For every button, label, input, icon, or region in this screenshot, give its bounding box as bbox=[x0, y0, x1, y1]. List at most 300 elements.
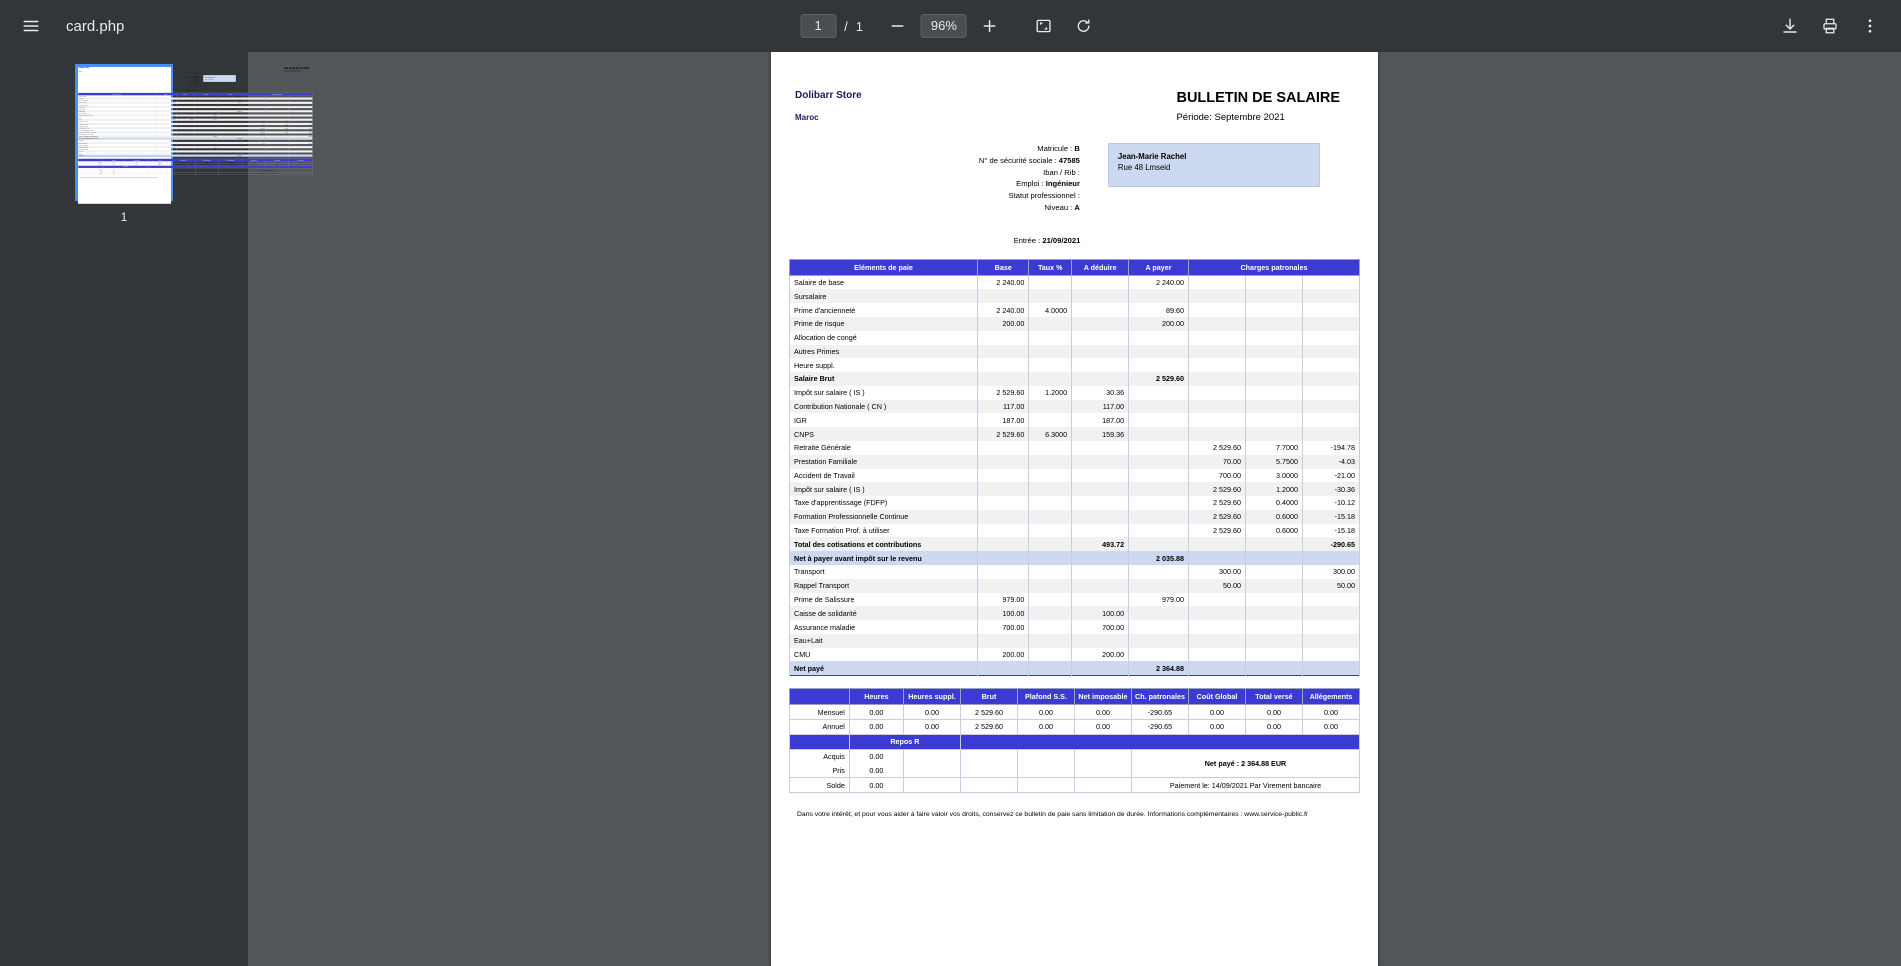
entry-label: Entrée : bbox=[1013, 235, 1041, 245]
identity-label: Statut professionnel : bbox=[188, 82, 199, 84]
summary-cell: 0.00 bbox=[195, 163, 218, 165]
summary-cell: 2 529.60 bbox=[960, 705, 1017, 720]
identity-line bbox=[789, 167, 1080, 179]
summary-row-label: Mensuel bbox=[790, 705, 850, 720]
payroll-cell-p-val: -4.03 bbox=[1302, 455, 1359, 469]
summary-cell: 0.00 bbox=[1302, 720, 1359, 735]
payroll-cell-deduire: 159.36 bbox=[1072, 427, 1129, 441]
payroll-cell-p-base bbox=[1188, 400, 1245, 414]
payroll-cell-deduire bbox=[1072, 303, 1129, 317]
summary-cell: 0.00 bbox=[265, 163, 288, 165]
payroll-cell-taux bbox=[1029, 331, 1072, 345]
employee-address-box bbox=[203, 75, 235, 82]
payroll-cell-label: Taxe d'apprentissage (FDFP) bbox=[790, 496, 978, 510]
zoom-in-icon[interactable] bbox=[973, 9, 1007, 43]
payroll-cell-base: 117.00 bbox=[978, 400, 1029, 414]
payroll-cell-label: Salaire de base bbox=[790, 275, 978, 289]
summary-table-header bbox=[790, 689, 1360, 705]
payroll-cell-taux bbox=[1029, 413, 1072, 427]
payroll-cell-p-base: 2 529.60 bbox=[1188, 441, 1245, 455]
payroll-cell-payer: 979.00 bbox=[1129, 593, 1189, 607]
payroll-cell-label: Caisse de solidarité bbox=[78, 146, 155, 148]
payroll-col-header: A payer bbox=[217, 93, 242, 95]
payroll-cell-p-base: 300.00 bbox=[1188, 565, 1245, 579]
payroll-cell-base bbox=[978, 441, 1029, 455]
payroll-cell-p-base bbox=[1188, 648, 1245, 662]
payroll-cell-label: Transport bbox=[78, 140, 155, 142]
payroll-cell-p-taux: 7.7000 bbox=[1245, 441, 1302, 455]
payroll-cell-p-base bbox=[1188, 551, 1245, 565]
payroll-cell-taux: 4.0000 bbox=[1029, 303, 1072, 317]
payroll-table bbox=[78, 93, 312, 157]
payroll-row bbox=[790, 372, 1360, 386]
more-vertical-icon[interactable] bbox=[1853, 9, 1887, 43]
payroll-col-header: Taux % bbox=[176, 93, 194, 95]
identity-line bbox=[789, 143, 1080, 155]
payroll-cell-label: Retraite Générale bbox=[78, 121, 155, 123]
payroll-cell-label: Prestation Familiale bbox=[78, 123, 155, 125]
payroll-cell-base bbox=[978, 537, 1029, 551]
page-number-input[interactable]: 1 bbox=[800, 14, 836, 38]
summary-table-body bbox=[790, 705, 1360, 793]
payroll-row bbox=[790, 386, 1360, 400]
identity-label: Matricule : bbox=[1037, 144, 1073, 153]
payroll-cell-payer: 2 529.60 bbox=[217, 110, 242, 112]
payroll-cell-p-base: 700.00 bbox=[1188, 469, 1245, 483]
payroll-row bbox=[790, 427, 1360, 441]
payroll-cell-deduire bbox=[1072, 372, 1129, 386]
payroll-cell-payer: 2 035.88 bbox=[1129, 551, 1189, 565]
payroll-cell-payer bbox=[1129, 482, 1189, 496]
payroll-cell-label: Rappel Transport bbox=[790, 579, 978, 593]
payroll-cell-label: Autres Primes bbox=[790, 345, 978, 359]
payroll-cell-label: Allocation de congé bbox=[78, 104, 155, 106]
payroll-cell-base: 2 240.00 bbox=[155, 95, 176, 97]
payroll-cell-p-val bbox=[289, 155, 312, 157]
payroll-cell-p-taux bbox=[1245, 413, 1302, 427]
payroll-cell-p-taux bbox=[1245, 275, 1302, 289]
company-name: Dolibarr Store bbox=[795, 90, 862, 101]
payroll-cell-p-val bbox=[1302, 413, 1359, 427]
payroll-cell-label: Autres Primes bbox=[78, 106, 155, 108]
payroll-cell-base bbox=[978, 331, 1029, 345]
identity-value: 47585 bbox=[195, 77, 199, 79]
summary-cell: 0.00 bbox=[1074, 720, 1131, 735]
payroll-cell-label: Impôt sur salaire ( IS ) bbox=[790, 482, 978, 496]
thumbnail-preview bbox=[78, 67, 312, 204]
payroll-cell-taux bbox=[1029, 469, 1072, 483]
repos-bar bbox=[790, 734, 1360, 749]
payroll-cell-p-val: -21.00 bbox=[1302, 469, 1359, 483]
payroll-cell-taux bbox=[1029, 661, 1072, 675]
identity-value: A bbox=[1074, 202, 1080, 212]
fit-to-page-icon[interactable] bbox=[1027, 9, 1061, 43]
pdf-viewer[interactable] bbox=[248, 52, 1901, 966]
payroll-cell-label: Impôt sur salaire ( IS ) bbox=[78, 127, 155, 129]
payroll-cell-label: Net payé bbox=[790, 661, 978, 675]
leave-blank bbox=[125, 172, 148, 174]
payroll-cell-p-base bbox=[1188, 661, 1245, 675]
payroll-cell-p-val bbox=[1302, 345, 1359, 359]
payroll-cell-label: Prime de Salissure bbox=[790, 593, 978, 607]
payroll-cell-payer: 89.60 bbox=[217, 100, 242, 102]
payroll-cell-payer bbox=[1129, 634, 1189, 648]
payroll-cell-payer bbox=[1129, 469, 1189, 483]
payroll-cell-label: Assurance maladie bbox=[78, 148, 155, 150]
employee-name: Jean-Marie Rachel bbox=[204, 76, 216, 78]
payroll-cell-deduire: 117.00 bbox=[1072, 400, 1129, 414]
payroll-cell-taux bbox=[1029, 524, 1072, 538]
summary-table bbox=[78, 159, 312, 175]
payroll-cell-label: Eau+Lait bbox=[790, 634, 978, 648]
payroll-cell-p-taux: 0.4000 bbox=[1245, 496, 1302, 510]
payroll-cell-p-taux bbox=[1245, 579, 1302, 593]
download-icon[interactable] bbox=[1773, 9, 1807, 43]
payroll-cell-payer bbox=[1129, 524, 1189, 538]
summary-cell: 0.00 bbox=[103, 163, 125, 165]
payroll-cell-p-base bbox=[1188, 275, 1245, 289]
payroll-cell-base bbox=[978, 634, 1029, 648]
leave-row bbox=[790, 749, 1360, 763]
summary-row-label: Annuel bbox=[790, 720, 850, 735]
summary-cell: 2 529.60 bbox=[960, 720, 1017, 735]
summary-col-header: Heures bbox=[103, 159, 125, 161]
summary-table-body bbox=[78, 161, 312, 174]
payroll-row bbox=[790, 469, 1360, 483]
payroll-cell-p-val: -4.03 bbox=[289, 123, 312, 125]
summary-col-header: Allègements bbox=[289, 159, 312, 161]
summary-col-header: Total versé bbox=[1245, 689, 1302, 705]
payroll-cell-base bbox=[978, 345, 1029, 359]
payroll-cell-payer bbox=[1129, 289, 1189, 303]
payroll-col-header: Charges patronales bbox=[1188, 259, 1359, 275]
payroll-cell-payer: 2 240.00 bbox=[1129, 275, 1189, 289]
payroll-cell-p-base: 50.00 bbox=[1188, 579, 1245, 593]
summary-col-header: Allègements bbox=[1302, 689, 1359, 705]
hamburger-menu-icon[interactable] bbox=[14, 9, 48, 43]
payroll-cell-label: CMU bbox=[790, 648, 978, 662]
summary-cell: 0.00 bbox=[289, 163, 312, 165]
leave-value: 0.00 bbox=[849, 778, 903, 793]
payroll-cell-p-taux: 5.7500 bbox=[265, 123, 288, 125]
payroll-cell-p-taux bbox=[1245, 372, 1302, 386]
payroll-cell-p-val: 300.00 bbox=[289, 140, 312, 142]
payroll-cell-p-base bbox=[1188, 413, 1245, 427]
rotate-icon[interactable] bbox=[1067, 9, 1101, 43]
payroll-cell-p-taux bbox=[1245, 565, 1302, 579]
summary-col-header: Coût Global bbox=[1188, 689, 1245, 705]
payroll-row bbox=[790, 289, 1360, 303]
payroll-cell-deduire: 493.72 bbox=[194, 136, 217, 138]
payroll-cell-label: Prime d'ancienneté bbox=[790, 303, 978, 317]
leave-blank bbox=[903, 749, 960, 778]
identity-label: N° de sécurité sociale : bbox=[183, 77, 196, 79]
payroll-cell-taux bbox=[1029, 400, 1072, 414]
payroll-cell-taux bbox=[1029, 565, 1072, 579]
net-paid-total: Net payé : 2 364.88 EUR bbox=[219, 168, 313, 172]
payroll-row bbox=[790, 620, 1360, 634]
payroll-row bbox=[790, 510, 1360, 524]
payroll-cell-payer bbox=[1129, 345, 1189, 359]
payroll-cell-payer bbox=[1129, 496, 1189, 510]
payroll-cell-payer: 2 364.88 bbox=[217, 155, 242, 157]
payroll-cell-payer bbox=[1129, 331, 1189, 345]
payroll-col-header: Taux % bbox=[1029, 259, 1072, 275]
payroll-cell-taux bbox=[1029, 648, 1072, 662]
payroll-cell-p-base: 300.00 bbox=[242, 140, 265, 142]
payroll-cell-p-taux: 0.6000 bbox=[1245, 524, 1302, 538]
zoom-out-icon[interactable] bbox=[881, 9, 915, 43]
identity-block bbox=[78, 75, 200, 86]
payroll-cell-payer bbox=[1129, 358, 1189, 372]
payroll-cell-p-taux: 7.7000 bbox=[265, 121, 288, 123]
payroll-cell-taux bbox=[1029, 620, 1072, 634]
payroll-table-body bbox=[78, 95, 312, 156]
payroll-cell-taux bbox=[1029, 441, 1072, 455]
leave-row bbox=[790, 778, 1360, 793]
pdf-page bbox=[771, 52, 1378, 966]
payroll-cell-deduire bbox=[1072, 345, 1129, 359]
payroll-cell-base bbox=[978, 510, 1029, 524]
repos-bar-blank2 bbox=[960, 734, 1359, 749]
payroll-cell-p-taux: 3.0000 bbox=[1245, 469, 1302, 483]
payroll-row bbox=[790, 551, 1360, 565]
payroll-cell-label: Transport bbox=[790, 565, 978, 579]
payroll-cell-label: IGR bbox=[790, 413, 978, 427]
summary-col-header: Brut bbox=[148, 159, 171, 161]
entry-value: 21/09/2021 bbox=[190, 89, 197, 91]
payroll-cell-p-val: 300.00 bbox=[1302, 565, 1359, 579]
payroll-cell-deduire bbox=[194, 155, 217, 157]
payroll-cell-p-val: -15.18 bbox=[289, 133, 312, 135]
payroll-cell-deduire bbox=[1072, 289, 1129, 303]
payroll-row bbox=[790, 317, 1360, 331]
payroll-cell-deduire bbox=[1072, 551, 1129, 565]
payroll-cell-label: Salaire Brut bbox=[790, 372, 978, 386]
payroll-cell-p-base bbox=[1188, 317, 1245, 331]
summary-cell: 0.00 bbox=[1074, 705, 1131, 720]
payroll-cell-taux bbox=[1029, 551, 1072, 565]
payroll-cell-p-taux bbox=[1245, 289, 1302, 303]
thumbnail-sidebar[interactable] bbox=[0, 52, 312, 966]
net-paid-total: Net payé : 2 364.88 EUR bbox=[1131, 749, 1359, 778]
payroll-cell-label: Formation Professionnelle Continue bbox=[790, 510, 978, 524]
payroll-cell-label: Salaire de base bbox=[78, 95, 155, 97]
payroll-cell-label: Contribution Nationale ( CN ) bbox=[790, 400, 978, 414]
payroll-cell-p-taux: 1.2000 bbox=[1245, 482, 1302, 496]
leave-blank bbox=[960, 778, 1017, 793]
payroll-cell-p-val bbox=[1302, 427, 1359, 441]
payroll-cell-p-val: -30.36 bbox=[1302, 482, 1359, 496]
payroll-cell-taux bbox=[1029, 317, 1072, 331]
payroll-col-header: Base bbox=[155, 93, 176, 95]
repos-label: Repos R bbox=[849, 734, 960, 749]
leave-value: 0.00 bbox=[103, 168, 125, 170]
payroll-cell-p-base bbox=[1188, 303, 1245, 317]
identity-label: N° de sécurité sociale : bbox=[978, 155, 1057, 165]
payroll-cell-p-base: 2 529.60 bbox=[1188, 510, 1245, 524]
payroll-cell-p-taux bbox=[1245, 303, 1302, 317]
payroll-cell-taux bbox=[1029, 289, 1072, 303]
identity-label: Matricule : bbox=[192, 75, 198, 77]
payroll-cell-p-taux bbox=[1245, 551, 1302, 565]
summary-cell: 0.00 bbox=[903, 705, 960, 720]
payroll-cell-p-base bbox=[242, 155, 265, 157]
leave-blank bbox=[148, 172, 171, 174]
payroll-cell-p-taux: 0.6000 bbox=[265, 131, 288, 133]
payroll-cell-p-val: 50.00 bbox=[289, 142, 312, 144]
entry-value: 21/09/2021 bbox=[1042, 235, 1081, 245]
payroll-cell-taux bbox=[176, 155, 194, 157]
summary-cell: 0.00 bbox=[103, 161, 125, 163]
payroll-cell-label: Impôt sur salaire ( IS ) bbox=[790, 386, 978, 400]
payroll-cell-p-base: 50.00 bbox=[242, 142, 265, 144]
payroll-cell-deduire: 159.36 bbox=[194, 119, 217, 121]
payroll-cell-p-taux bbox=[1245, 648, 1302, 662]
payroll-cell-deduire bbox=[1072, 469, 1129, 483]
identity-value: 47585 bbox=[1058, 155, 1080, 165]
payroll-cell-p-taux bbox=[1245, 620, 1302, 634]
payroll-col-header: Eléments de paie bbox=[78, 93, 155, 95]
payroll-cell-p-base: 70.00 bbox=[1188, 455, 1245, 469]
payroll-cell-p-taux bbox=[1245, 606, 1302, 620]
summary-cell: 0.00 bbox=[849, 705, 903, 720]
payroll-cell-label: CNPS bbox=[790, 427, 978, 441]
payroll-cell-base: 100.00 bbox=[978, 606, 1029, 620]
summary-table bbox=[789, 688, 1360, 793]
payroll-cell-label: Accident de Travail bbox=[78, 125, 155, 127]
payroll-cell-label: Salaire Brut bbox=[78, 110, 155, 112]
payroll-cell-payer bbox=[1129, 455, 1189, 469]
identity-line bbox=[78, 84, 199, 86]
payroll-cell-label: Total des cotisations et contributions bbox=[790, 537, 978, 551]
payroll-cell-p-val bbox=[1302, 275, 1359, 289]
payroll-cell-deduire bbox=[1072, 455, 1129, 469]
payroll-cell-payer bbox=[1129, 441, 1189, 455]
summary-col-header: Heures suppl. bbox=[903, 689, 960, 705]
payroll-cell-p-val bbox=[1302, 648, 1359, 662]
payroll-cell-p-val bbox=[1302, 661, 1359, 675]
payroll-cell-base: 700.00 bbox=[155, 148, 176, 150]
payroll-cell-label: Allocation de congé bbox=[790, 331, 978, 345]
payroll-cell-taux: 1.2000 bbox=[176, 112, 194, 114]
payroll-row bbox=[790, 537, 1360, 551]
company-name: Dolibarr Store bbox=[78, 67, 90, 69]
payroll-cell-label: Rappel Transport bbox=[78, 142, 155, 144]
payroll-cell-base: 200.00 bbox=[978, 648, 1029, 662]
entry-label: Entrée : bbox=[185, 89, 190, 91]
summary-col-header: Plafond S.S. bbox=[1017, 689, 1074, 705]
payroll-cell-p-val: -15.18 bbox=[1302, 524, 1359, 538]
leave-row bbox=[78, 172, 312, 174]
summary-cell: -290.65 bbox=[1131, 705, 1188, 720]
print-icon[interactable] bbox=[1813, 9, 1847, 43]
thumbnail-page-1[interactable] bbox=[75, 64, 312, 201]
payroll-cell-base: 2 240.00 bbox=[978, 303, 1029, 317]
leave-blank bbox=[960, 749, 1017, 778]
payroll-cell-base bbox=[978, 524, 1029, 538]
payroll-cell-p-val bbox=[1302, 593, 1359, 607]
payroll-cell-payer bbox=[1129, 386, 1189, 400]
payroll-col-header: A payer bbox=[1129, 259, 1189, 275]
payroll-cell-p-base: 700.00 bbox=[242, 125, 265, 127]
payroll-cell-base: 2 529.60 bbox=[978, 386, 1029, 400]
payroll-cell-label: Accident de Travail bbox=[790, 469, 978, 483]
payroll-cell-base bbox=[978, 579, 1029, 593]
leave-label: Pris bbox=[78, 170, 103, 172]
payroll-cell-p-base bbox=[1188, 358, 1245, 372]
leave-blank bbox=[172, 172, 195, 174]
payroll-cell-p-base bbox=[1188, 606, 1245, 620]
payroll-cell-p-base: 2 529.60 bbox=[242, 121, 265, 123]
payroll-cell-deduire: 30.36 bbox=[194, 112, 217, 114]
summary-col-header: Ch. patronales bbox=[219, 159, 242, 161]
payroll-cell-deduire bbox=[1072, 441, 1129, 455]
payroll-cell-p-base bbox=[1188, 331, 1245, 345]
payroll-cell-p-taux bbox=[1245, 593, 1302, 607]
payroll-cell-base: 200.00 bbox=[978, 317, 1029, 331]
payroll-cell-deduire: 200.00 bbox=[194, 152, 217, 154]
company-country: Maroc bbox=[795, 113, 819, 122]
zoom-level-input[interactable]: 96% bbox=[921, 14, 967, 38]
payroll-cell-base bbox=[978, 565, 1029, 579]
payroll-row bbox=[790, 606, 1360, 620]
summary-cell: 0.00 bbox=[172, 161, 195, 163]
employee-address: Rue 48 Lmseid bbox=[204, 78, 213, 80]
payroll-cell-p-taux: 0.4000 bbox=[265, 129, 288, 131]
payroll-cell-base: 187.00 bbox=[978, 413, 1029, 427]
payroll-row bbox=[790, 441, 1360, 455]
payroll-cell-base bbox=[978, 496, 1029, 510]
leave-label: Pris bbox=[790, 763, 850, 777]
leave-blank bbox=[1017, 749, 1074, 778]
payroll-cell-payer bbox=[1129, 648, 1189, 662]
payroll-cell-label: CMU bbox=[78, 152, 155, 154]
leave-label: Acquis bbox=[790, 749, 850, 763]
identity-block bbox=[789, 143, 1086, 214]
payroll-cell-base: 187.00 bbox=[155, 117, 176, 119]
payroll-cell-base: 200.00 bbox=[155, 102, 176, 104]
payroll-cell-taux: 6.3000 bbox=[1029, 427, 1072, 441]
pdf-content-area bbox=[0, 52, 1901, 966]
payroll-row bbox=[790, 593, 1360, 607]
payroll-cell-p-val: -10.12 bbox=[289, 129, 312, 131]
summary-cell: 0.00 bbox=[1302, 705, 1359, 720]
thumbnail-page-label: 1 bbox=[120, 210, 128, 224]
payroll-cell-base bbox=[978, 551, 1029, 565]
payroll-cell-deduire bbox=[1072, 482, 1129, 496]
payslip-period: Période: Septembre 2021 bbox=[284, 70, 301, 73]
payroll-cell-p-taux: 3.0000 bbox=[265, 125, 288, 127]
payroll-cell-taux bbox=[1029, 510, 1072, 524]
payroll-cell-taux bbox=[1029, 579, 1072, 593]
summary-col-header: Total versé bbox=[265, 159, 288, 161]
payroll-cell-label: Sursalaire bbox=[78, 98, 155, 100]
payroll-col-header: Base bbox=[978, 259, 1029, 275]
payroll-row bbox=[790, 400, 1360, 414]
payroll-cell-deduire: 100.00 bbox=[194, 146, 217, 148]
payroll-cell-payer bbox=[1129, 565, 1189, 579]
payroll-cell-payer bbox=[1129, 400, 1189, 414]
payroll-cell-label: Heure suppl. bbox=[78, 108, 155, 110]
payroll-cell-p-base bbox=[1188, 593, 1245, 607]
payroll-cell-label: Prime de Salissure bbox=[78, 144, 155, 146]
summary-cell: 0.00 bbox=[1245, 705, 1302, 720]
payroll-cell-p-base: 70.00 bbox=[242, 123, 265, 125]
payroll-cell-base: 979.00 bbox=[978, 593, 1029, 607]
payroll-cell-base: 979.00 bbox=[155, 144, 176, 146]
leave-value: 0.00 bbox=[103, 170, 125, 172]
